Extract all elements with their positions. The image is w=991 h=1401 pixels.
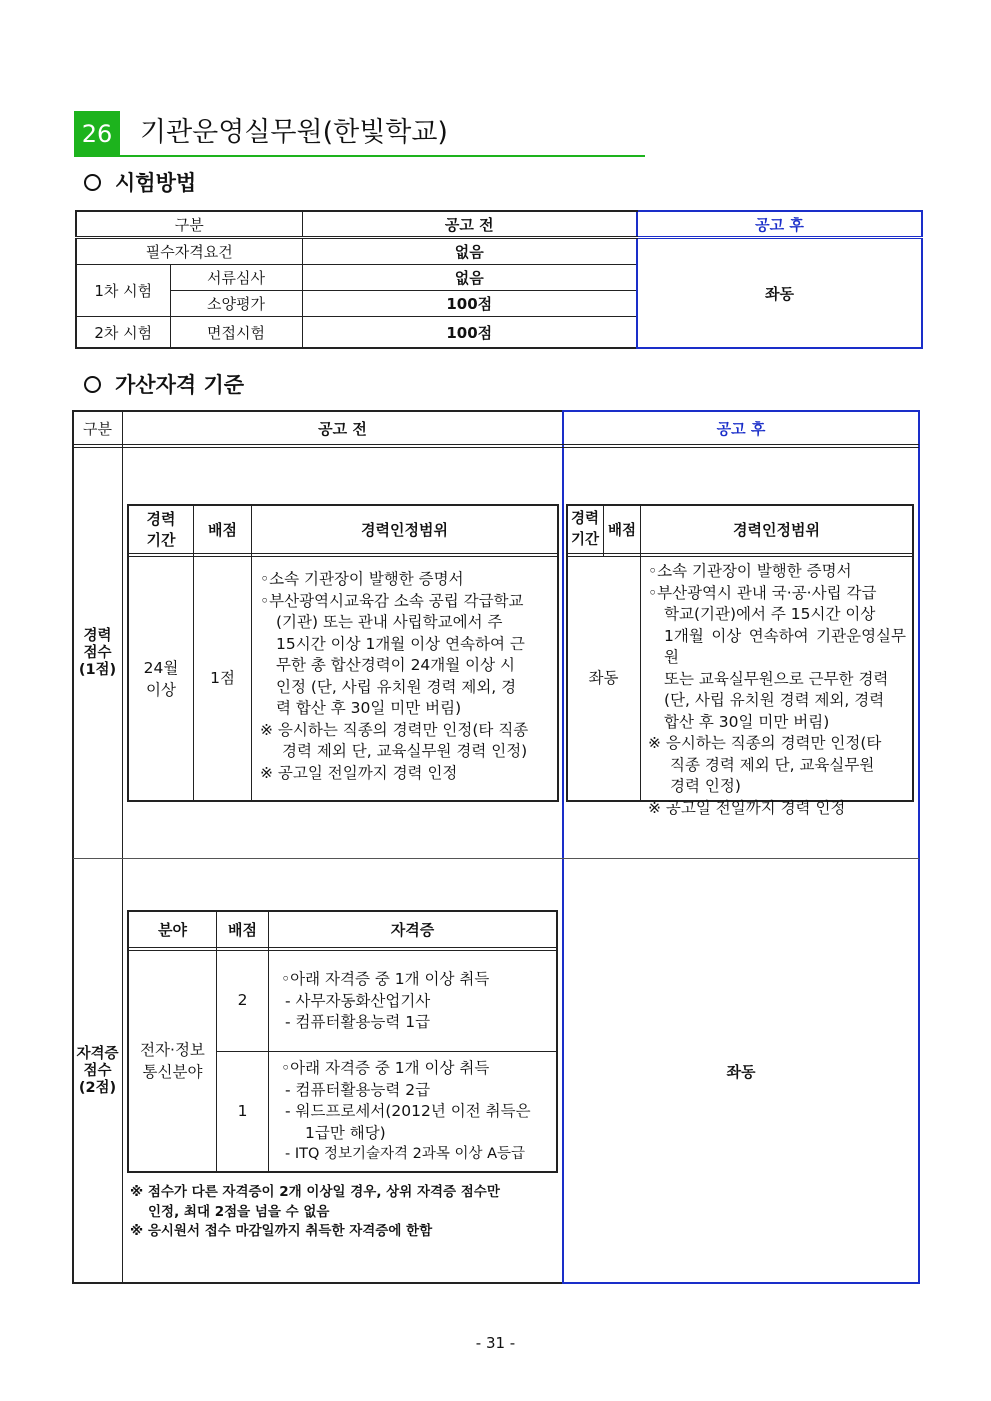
circle-bullet-icon (84, 376, 101, 393)
cert-line: ◦아래 자격증 중 1개 이상 취득 (281, 970, 490, 988)
col-after-2: 공고 후 (716, 419, 766, 438)
cert-line: - 컴퓨터활용능력 1급 (285, 1013, 431, 1031)
career-after-scope-line: 직종 경력 제외 단, 교육실무원 (670, 755, 875, 774)
col-gubun-2: 구분 (83, 419, 112, 438)
second-exam-label: 2차 시험 (76, 317, 170, 349)
cert-line: - ITQ 정보기술자격 2과목 이상 A등급 (285, 1146, 526, 1162)
career-scope-line: ※ 응시하는 직종의 경력만 인정(타 직종 (260, 720, 529, 739)
cert-line: - 워드프로세서(2012년 이전 취득은 (285, 1102, 531, 1120)
cert-list-1 (281, 1058, 556, 1166)
page-title: 기관운영실무원(한빛학교) (140, 117, 448, 148)
cert-notes (130, 1183, 561, 1242)
career-scope-line: (기관) 또는 관내 사립학교에서 주 (276, 613, 503, 631)
col-before-2: 공고 전 (318, 419, 367, 438)
cert-field-value: 전자·정보 통신분야 (140, 1041, 205, 1081)
career-after-scope-line: 1개월 이상 연속하여 기관운영실무원 (664, 626, 906, 666)
career-score-label: 경력 점수 (1점) (78, 627, 117, 678)
career-after-scope-header: 경력인정범위 (733, 521, 820, 539)
career-after-scope-line: ※ 공고일 전일까지 경력 인정 (648, 798, 846, 817)
career-after-scope-line: (단, 사립 유치원 경력 제외, 경력 (664, 691, 885, 709)
career-scope-line: 력 합산 후 30일 미만 버림) (276, 699, 462, 717)
career-scope-line: 인정 (단, 사립 유치원 경력 제외, 경 (276, 677, 517, 696)
aptitude-label: 소양평가 (170, 291, 302, 317)
section-heading-exam (84, 168, 196, 198)
page-number: - 31 - (475, 1334, 516, 1352)
career-period-header: 경력 기간 (146, 509, 176, 549)
career-after-scope-line: 또는 교육실무원으로 근무한 경력 (664, 669, 889, 688)
career-scope-line: 15시간 이상 1개월 이상 연속하여 근 (276, 634, 525, 653)
career-after-period-header: 경력 기간 (570, 510, 599, 548)
row-required-value: 없음 (302, 238, 637, 265)
cert-note-line: ※ 점수가 다른 자격증이 2개 이상일 경우, 상위 자격증 점수만 (130, 1184, 500, 1200)
document-review-value: 없음 (302, 265, 637, 291)
cert-after-same: 좌동 (726, 1062, 756, 1081)
cert-name-header: 자격증 (390, 921, 435, 939)
career-scope-list (260, 569, 552, 784)
cert-line: ◦아래 자격증 중 1개 이상 취득 (281, 1059, 490, 1077)
cert-note-line: 인정, 최대 2점을 넘을 수 없음 (148, 1203, 330, 1220)
career-scope-line: ◦부산광역시교육감 소속 공립 각급학교 (260, 591, 524, 610)
career-after-same: 좌동 (588, 668, 619, 687)
career-after-scope-line: 경력 인정) (670, 777, 741, 795)
career-after-scope-line: 학교(기관)에서 주 15시간 이상 (664, 605, 876, 623)
cert-field-header: 분야 (158, 921, 187, 939)
cert-line: - 컴퓨터활용능력 2급 (285, 1080, 431, 1099)
section-heading-text: 가산자격 기준 (115, 373, 245, 397)
section-number: 26 (74, 111, 120, 157)
career-after-scope-line: 합산 후 30일 미만 버림) (664, 712, 830, 731)
section-heading-text: 시험방법 (115, 171, 197, 195)
circle-bullet-icon (84, 174, 101, 191)
interview-label: 면접시험 (170, 317, 302, 349)
career-scope-line: ※ 공고일 전일까지 경력 인정 (260, 763, 458, 782)
exam-method-table (75, 210, 923, 349)
interview-value: 100점 (302, 317, 637, 349)
career-period-value: 24월 이상 (143, 658, 179, 699)
col-after: 공고 후 (637, 211, 922, 238)
document-review-label: 서류심사 (170, 265, 302, 291)
career-after-scope-line: ◦소속 기관장이 발행한 증명서 (648, 562, 852, 580)
career-scope-line: 무한 총 합산경력이 24개월 이상 시 (276, 656, 516, 674)
title-underline (74, 155, 645, 157)
first-exam-label: 1차 시험 (76, 265, 170, 317)
cert-score-1: 1 (237, 1101, 248, 1120)
cert-score-label: 자격증 점수 (2점) (76, 1045, 119, 1096)
career-score-value: 1점 (210, 668, 235, 687)
career-after-score-header: 배점 (607, 523, 636, 539)
career-scope-header: 경력인정범위 (361, 521, 448, 539)
aptitude-value: 100점 (302, 291, 637, 317)
career-after-scope-line: ◦부산광역시 관내 국·공·사립 각급 (648, 583, 877, 602)
col-before: 공고 전 (302, 211, 637, 238)
career-score-header: 배점 (208, 521, 237, 539)
after-same-value: 좌동 (637, 238, 922, 349)
career-scope-line: 경력 제외 단, 교육실무원 경력 인정) (282, 742, 528, 760)
row-required-label: 필수자격요건 (76, 238, 302, 265)
cert-line: - 사무자동화산업기사 (285, 991, 431, 1010)
career-after-scope-line: ※ 응시하는 직종의 경력만 인정(타 (648, 734, 882, 752)
col-gubun: 구분 (76, 211, 302, 238)
cert-line: 1급만 해당) (305, 1123, 386, 1142)
cert-score-header: 배점 (228, 921, 257, 939)
section-heading-bonus (84, 370, 244, 400)
cert-score-2: 2 (237, 991, 248, 1010)
cert-list-2 (281, 969, 553, 1034)
career-after-scope-list (648, 561, 906, 819)
career-scope-line: ◦소속 기관장이 발행한 증명서 (260, 570, 464, 588)
cert-note-line: ※ 응시원서 접수 마감일까지 취득한 자격증에 한함 (130, 1223, 433, 1239)
